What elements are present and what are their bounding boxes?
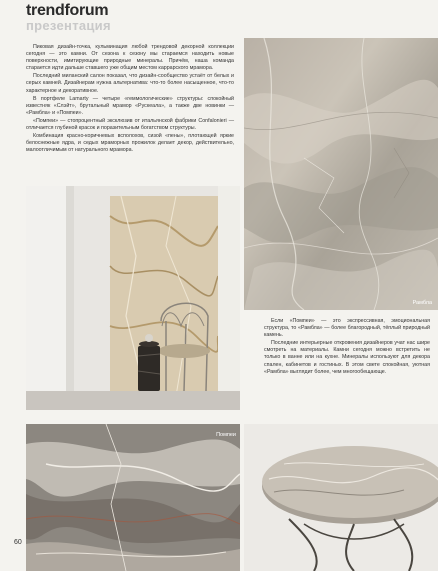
article-text-right <box>264 318 430 377</box>
pompei-marble-image <box>26 424 240 571</box>
paragraph: Пиковая дизайн-точка, кульминация любой трендовой декорной коллекции сегодня — это камни. От сезона к сезону мы стараемся находить новые поверхности, имитирующие природные минералы. Причём, наша команда старается идти дальше ставшего уже общим местом каррарского мрамора. <box>26 44 234 72</box>
paragraph: Последние интерьерные откровения дизайнеров учат нас шире смотреть на материалы. Камни сегодня можно встретить не только в ванне или на кухне. Минералы используют для декора спален, кабинетов и гостиных. В этом свете спокойная, уютная «Рамбла» выглядит более, чем многообещающе. <box>264 340 430 375</box>
paragraph: Если «Помпеи» — это экспрессивная, эмоциональная структура, то «Рамбла» — более благородный, тёплый природный камень. <box>264 318 430 339</box>
section-title: презентация <box>26 18 111 33</box>
article-text-left <box>26 44 234 155</box>
rambla-caption: Рамбла <box>412 300 432 306</box>
brand-title: trendforum <box>26 2 109 19</box>
paragraph: В портфеле Lamarty — четыре «геммологические» структуры: спокойный известняк «Слэйт», брутальный мрамор «Рускеала», а также две новинки — «Рамбла» и «Помпеи». <box>26 95 234 116</box>
pompei-caption: Помпеи <box>216 432 236 438</box>
rambla-marble-image <box>244 38 438 310</box>
interior-photo <box>26 186 240 410</box>
page-header <box>0 0 438 34</box>
table-photo <box>244 424 438 571</box>
page-number: 60 <box>14 539 22 546</box>
paragraph: Комбинация красно-коричневых всполохов, сизой «пены», плотающей яркие белоснежные ядра, и седых мраморных прожилок делает декор, действительно, малоотличимым от натурального мрамора. <box>26 133 234 154</box>
paragraph: Последний миланский салон показал, что дизайн-сообщество устаёт от белых и серых камней. Дизайнерам нужна альтернатива: что-то более насыщенное, что-то характерное и декоративное. <box>26 73 234 94</box>
paragraph: «Помпеи» — стопроцентный эксклюзив от итальянской фабрики Confalonieri — отличается глубиной красок и поразительным богатством структуры. <box>26 117 234 132</box>
